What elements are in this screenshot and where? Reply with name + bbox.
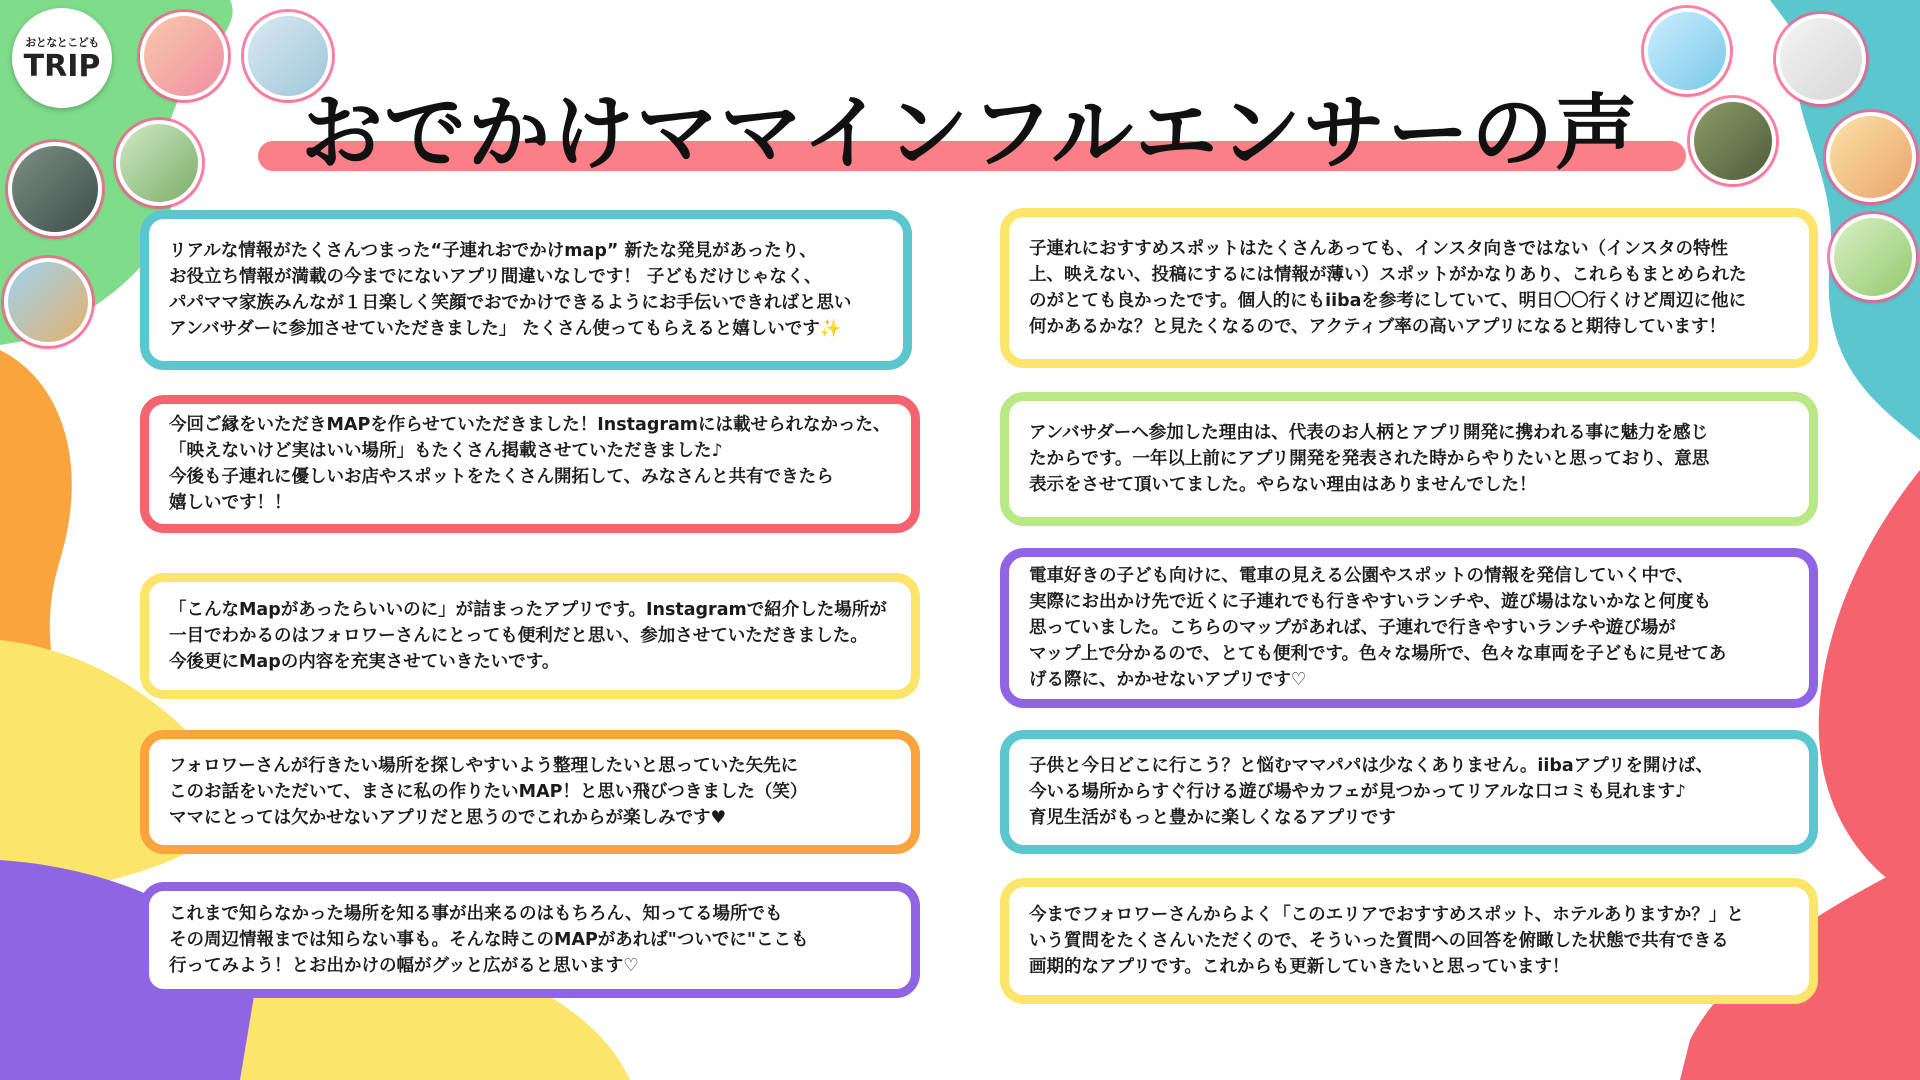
influencer-avatar[interactable] <box>1826 112 1916 202</box>
page-title: おでかけママインフルエンサーの声 <box>300 86 1640 181</box>
influencer-avatar[interactable] <box>4 258 92 346</box>
testimonial-text: 子連れにおすすめスポットはたくさんあっても、インスタ向きではない（インスタの特性 上、映えない、投稿にするには情報が薄い）スポットがかなりあり、これらもまとめられた のがとても良かったです。個人的にもiibaを参考にしていて、明日〇〇行くけど周辺に他に 何かあるかな？と見たくなるので、アクティブ率の高いアプリになると期待しています！ <box>1029 239 1747 337</box>
brand-main-text: TRIP <box>23 49 101 84</box>
testimonial-text: これまで知らなかった場所を知る事が出来るのはもちろん、知ってる場所でも その周辺情報までは知らない事も。そんな時このMAPがあれば"ついでに"ここも 行ってみよう！とお出かけの幅がグッと広がると思います♡ <box>169 904 809 976</box>
testimonial-text: 「こんなMapがあったらいいのに」が詰まったアプリです。Instagramで紹介した場所が 一目でわかるのはフォロワーさんにとっても便利だと思い、参加させていただきました。 今後更にMapの内容を充実させていきたいです。 <box>169 600 887 672</box>
testimonial-text: 子供と今日どこに行こう？と悩むママパパは少なくありません。iibaアプリを開けば、 今いる場所からすぐ行ける遊び場やカフェが見つかってリアルな口コミも見れます♪ 育児生活がもっと豊かに楽しくなるアプリです <box>1029 756 1714 828</box>
testimonial-card <box>140 882 920 998</box>
influencer-avatar[interactable] <box>1830 214 1916 300</box>
testimonial-card <box>140 730 920 854</box>
testimonial-text: 電車好きの子ども向けに、電車の見える公園やスポットの情報を発信していく中で、 実際にお出かけ先で近くに子連れでも行きやすいランチや、遊び場はないかなと何度も 思っていました。こちらのマップがあれば、子連れで行きやすいランチや遊び場が マップ上で分かるので、とても便利です。色々な場所で、色々な車両を子どもに見せてあ げる際に、かかせないアプリです♡ <box>1029 566 1727 690</box>
influencer-avatar[interactable] <box>116 120 202 206</box>
testimonial-text: アンバサダーへ参加した理由は、代表のお人柄とアプリ開発に携われる事に魅力を感じ たからです。一年以上前にアプリ開発を発表された時からやりたいと思っており、意思 表示をさせて頂いてました。やらない理由はありませんでした！ <box>1029 423 1710 495</box>
testimonial-card <box>1000 392 1818 526</box>
testimonial-card <box>1000 208 1818 368</box>
brand-logo[interactable] <box>12 8 112 108</box>
testimonial-text: フォロワーさんが行きたい場所を探しやすいよう整理したいと思っていた矢先に このお話をいただいて、まさに私の作りたいMAP！と思い飛びつきました（笑） ママにとっては欠かせないアプリだと思うのでこれからが楽しみです♥ <box>169 756 808 828</box>
testimonial-card <box>1000 878 1818 1004</box>
influencer-avatar[interactable] <box>1776 14 1866 104</box>
testimonial-card <box>1000 548 1818 708</box>
influencer-avatar[interactable] <box>8 142 102 236</box>
testimonial-text: 今回ご縁をいただきMAPを作らせていただきました！Instagramには載せられなかった、 「映えないけど実はいい場所」もたくさん掲載させていただきました♪ 今後も子連れに優しいお店やスポットをたくさん開拓して、みなさんと共有できたら 嬉しいです！！ <box>169 415 891 513</box>
influencer-avatar[interactable] <box>1690 98 1776 184</box>
testimonial-text: リアルな情報がたくさんつまった“子連れおでかけmap” 新たな発見があったり、 お役立ち情報が満載の今までにないアプリ間違いなしです！ 子どもだけじゃなく、 パパママ家族みんなが１日楽しく笑顔でおでかけできるようにお手伝いできればと思い アンバサダーに参加させていただきました」 たくさん使ってもらえると嬉しいです✨ <box>169 241 852 339</box>
testimonial-text: 今までフォロワーさんからよく「このエリアでおすすめスポット、ホテルありますか？」と いう質問をたくさんいただくので、そういった質問への回答を俯瞰した状態で共有できる 画期的なアプリです。これからも更新していきたいと思っています！ <box>1029 905 1744 977</box>
brand-sub-text: おとなとこども <box>25 36 99 49</box>
testimonial-card <box>140 210 912 370</box>
testimonial-card <box>140 573 920 699</box>
influencer-avatar[interactable] <box>140 12 228 100</box>
testimonial-card <box>140 395 920 533</box>
testimonial-card <box>1000 730 1818 854</box>
